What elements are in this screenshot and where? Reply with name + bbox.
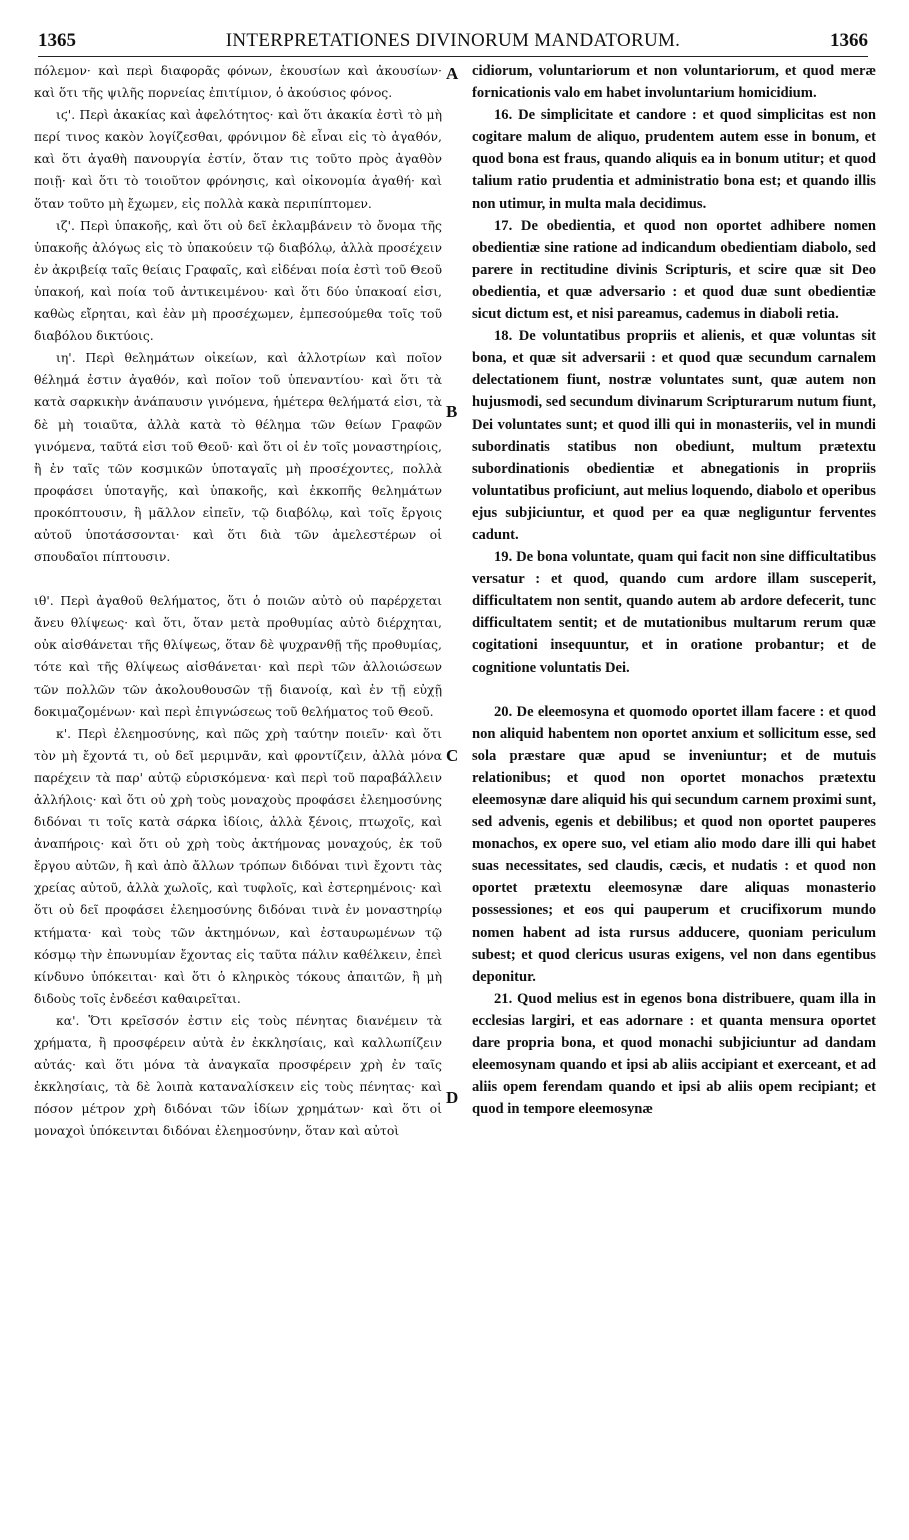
latin-paragraph: 16. De simplicitate et candore : et quod simplicitas est non cogitare malum de aliquo, prudentem autem esse in bonum, et quod bona est fraus, quando aliquis ea in bonum utitur; et quod talium ratio prudentia et administratio bona est; et quando illis non utimur, in multa mala decidimus. — [472, 107, 876, 212]
greek-paragraph: πόλεμον· καὶ περὶ διαφορᾶς φόνων, ἑκουσίων καὶ ἀκουσίων· καὶ ὅτι τῆς ψιλῆς πορνείας ἐπιτίμιον, ὁ ἀκούσιος φόνος. — [34, 63, 442, 101]
margin-marker-d: D — [446, 1088, 459, 1107]
page-number-right: 1366 — [830, 30, 868, 51]
greek-paragraph: ιθ'. Περὶ ἀγαθοῦ θελήματος, ὅτι ὁ ποιῶν αὐτὸ οὐ παρέρχεται ἄνευ θλίψεως· καὶ ὅτι, ὅταν μετὰ προθυμίας αὐτὸ διέρχηται, οὐκ αἰσθάνεται τῆς θλίψεως, ὅταν δὲ ψυχρανθῇ τῆς προθυμίας, τότε καὶ τῆς θλίψεως αἰσθάνεται· καὶ περὶ τῶν ἀλλοιώσεων τῶν πολλῶν τῶν ἀκολουθουσῶν τῇ διανοίᾳ, καὶ ἐν τῇ εὐχῇ δοκιμαζομένων· καὶ περὶ ἐπιγνώσεως τοῦ θελήματος τοῦ Θεοῦ. — [34, 593, 442, 719]
page-number-left: 1365 — [38, 30, 76, 51]
latin-paragraph: 18. De voluntatibus propriis et alienis, et quæ voluntas sit bona, et quæ sit adversarii : et quod quæ secundum carnalem delectationem fiunt, nostræ voluntates sunt, quæ autem non hujusmodi, sed secundum divinarum Scripturarum nutum fiunt, Dei voluntates sunt; et quod illi qui in monasteriis, vel in mundi subordinatis statibus non obediunt, multum prætextu subordinationis obedientiæ et abnegationis in propriis voluntatibus proficiunt, aut melius loquendo, diabolo et operibus ejus subjiciuntur, et quod per ea quæ negliguntur ferventes cadunt. — [472, 328, 876, 543]
running-title: INTERPRETATIONES DIVINORUM MANDATORUM. — [225, 30, 681, 51]
greek-paragraph: κα'. Ὅτι κρεῖσσόν ἐστιν εἰς τοὺς πένητας διανέμειν τὰ χρήματα, ἢ προσφέρειν αὐτὰ ἐν ἐκκλησίαις, καὶ καλλωπίζειν αὐτάς· καὶ ὅτι μόνα τὰ ἀναγκαῖα προσφέρειν χρὴ ἐν ταῖς ἐκκλησίαις, τὰ δὲ λοιπὰ καταναλίσκειν εἰς τοὺς πένητας· καὶ πόσον μέτρον χρὴ διδόναι τῶν ἰδίων χρημάτων· καὶ ὅτι οἱ μοναχοὶ ὑπόκεινται διδόναι ἐλεημοσύνην, ὅταν καὶ αὐτοὶ — [34, 1012, 442, 1139]
latin-column — [472, 60, 876, 1120]
section-gap — [34, 568, 442, 590]
greek-paragraph: ιϛ'. Περὶ ἀκακίας καὶ ἀφελότητος· καὶ ὅτι ἀκακία ἐστὶ τὸ μὴ περί τινος κακὸν λογίζεσθαι, φρόνιμον δὲ εἶναι εἰς τὸ ἀγαθόν, καὶ ὅτι ἀγαθὴ πανουργία ἐστίν, ὅταν τις τοῦτο πρὸς ἀγαθὸν ποιῇ· καὶ ὅτι τὸ τοιοῦτον φρόνησις, καὶ οἰκονομία ἀγαθή· καὶ ὅταν τοῦτο μὴ ἔχωμεν, εἰς πολλὰ κακὰ περιπίπτομεν. — [34, 107, 442, 211]
greek-paragraph: κ'. Περὶ ἐλεημοσύνης, καὶ πῶς χρὴ ταύτην ποιεῖν· καὶ ὅτι τὸν μὴ ἔχοντά τι, οὐ δεῖ μεριμνᾶν, καὶ φροντίζειν, ἀλλὰ μόνα παρέχειν τὰ παρ' αὐτῷ εὑρισκόμενα· καὶ περὶ τοῦ παραβάλλειν ἀλλήλοις· καὶ ὅτι οὐ χρὴ τοὺς μοναχοὺς προφάσει ἐλεημοσύνης διδόναι τι τοῖς κατὰ σάρκα ἰδίοις, ἀλλὰ ξένοις, πτωχοῖς, καὶ ἀναπήροις· καὶ ὅτι οὐ χρὴ τοὺς ἀκτήμονας μοναχούς, ἐκ τοῦ ἔργου αὐτῶν, ἢ καὶ ἀπὸ ἄλλων τρόπων διδόναι τινὶ ἔχοντι τὰς χρείας αὐτοῦ, ἀλλὰ χωλοῖς, καὶ τυφλοῖς, καὶ ἐστερημένοις· καὶ ὅτι οὐ δεῖ προφάσει ἐλεημοσύνης διδόναι τινὰ ἐν μοναστηρίῳ κτήματα· καὶ τοὺς τῶν ἀκτημόνων, καὶ ἐσταυρωμένων τῷ κόσμῳ τὴν ἐπωνυμίαν ἔχοντας εἰς ταῦτα πάλιν καθέλκειν, ἐπεὶ κίνδυνο ὑπόκειται· καὶ ὅτι ὁ κληρικὸς τόκους ἀπαιτῶν, ἢ μὴ διδοὺς τοῖς ἐνδεέσι καθαιρεῖται. — [34, 725, 442, 1006]
greek-paragraph: ιη'. Περὶ θελημάτων οἰκείων, καὶ ἀλλοτρίων καὶ ποῖον θέλημά ἐστιν ἀγαθόν, καὶ ποῖον τοῦ ὑπεναντίου· καὶ ὅτι τὰ κατὰ σαρκικὴν ἀνάπαυσιν γινόμενα, ἡμέτερα θελήματά εἰσι, τὰ δὲ μὴ τοιαῦτα, ἀλλὰ κατὰ τὸ θέλημα τῶν θείων Γραφῶν γινόμενα, ταῦτά εἰσι τοῦ Θεοῦ· καὶ ὅτι οἱ ἐν τοῖς μοναστηρίοις, ἢ ἐν ταῖς τῶν κοσμικῶν ὑποταγαῖς μὴ προσέχοντες, πολλὰ προφάσει ὑποταγῆς, καὶ ὑπακοῆς, καὶ ἐκκοπῆς θελημάτων προκόπτουσιν, ἢ μᾶλλον εἰπεῖν, τῷ διαβόλῳ, καὶ τοῖς ἔργοις αὐτοῦ ὑποτάσσονται· καὶ ὅτι διὰ τῶν ἀμελεστέρων οἱ σπουδαῖοι πίπτουσιν. — [34, 350, 442, 565]
latin-paragraph: cidiorum, voluntariorum et non voluntariorum, et quod meræ fornicationis valo em habet involuntarium homicidium. — [472, 63, 876, 102]
running-header — [38, 30, 868, 57]
greek-column — [34, 60, 442, 1143]
margin-marker-b: B — [446, 402, 458, 421]
margin-marker-a: A — [446, 64, 459, 83]
margin-marker-c: C — [446, 746, 459, 765]
latin-paragraph: 19. De bona voluntate, quam qui facit non sine difficultatibus versatur : et quod, quando cum ardore illam susceperit, difficultatem non sentit, quando autem ab ardore defecerit, tunc difficultatem sentit; et de mutationibus multarum rerum quæ cogitationi insequuntur, et in oratione probantur; et de cognitione voluntatis Dei. — [472, 549, 876, 676]
latin-paragraph: 21. Quod melius est in egenos bona distribuere, quam illa in ecclesias largiri, et eas adornare : et quanta mensura oportet dare propria bona, et quod monachi subjiciuntur ad dandam eleemosynam quando et ipsi ab aliis accipiant et exerceant, et ad aliis opem ferendam quando et ipsi ab aliis opem recipiant; et quod in tempore eleemosynæ — [472, 990, 876, 1118]
section-gap — [472, 679, 876, 701]
latin-paragraph: 20. De eleemosyna et quomodo oportet illam facere : et quod non aliquid habentem non oportet anxium et sollicitum esse, sed sola præstare quæ apud se inveniuntur; et de mutuis relationibus; et quod non oportet monachos prætextu eleemosynæ dare aliquid his qui secundum carnem proximi sunt, sed advenis, egenis et debilibus; et quod non oportet pauperes monachos, ex opere suo, vel etiam alio modo dare illi qui habet suas necessitates, sed claudis, cæcis, et nudatis : et quod non oportet prætextu eleemosynæ dare aliquas monasterio possessiones; et eos qui pauperum et crucifixorum mundo nomen habent ad ista rursus adducere, quoniam periculum subest; et quod clericus usuras exigens, vel non dans egentibus deponitur. — [472, 703, 876, 985]
latin-paragraph: 17. De obedientia, et quod non oportet adhibere nomen obedientiæ sine ratione ad indicandum obedientiam diabolo, sed parere in rectitudine divinis Scripturis, et scire quæ sit Deo obedientia, et quæ adversario : et quod duæ sunt obedientiæ sicut dictum est, et nisi pareamus, cademus in diaboli retia. — [472, 217, 876, 323]
greek-paragraph: ιζ'. Περὶ ὑπακοῆς, καὶ ὅτι οὐ δεῖ ἐκλαμβάνειν τὸ ὄνομα τῆς ὑπακοῆς ἀλόγως εἰς τὸ ὑπακούειν τῷ διαβόλῳ, ἀλλὰ προσέχειν ἐν ἀκριβείᾳ ταῖς θείαις Γραφαῖς, καὶ εἰδέναι ποία ἐστὶ τοῦ Θεοῦ ὑπακοή, καὶ ποία τοῦ ἀντικειμένου· καὶ ὅτι δύο ὑπακοαί εἰσι, καθὼς εἴρηται, καὶ ἐὰν μὴ προσέχωμεν, ἐμπεσούμεθα τοῖς τοῦ διαβόλου δικτύοις. — [34, 217, 442, 344]
